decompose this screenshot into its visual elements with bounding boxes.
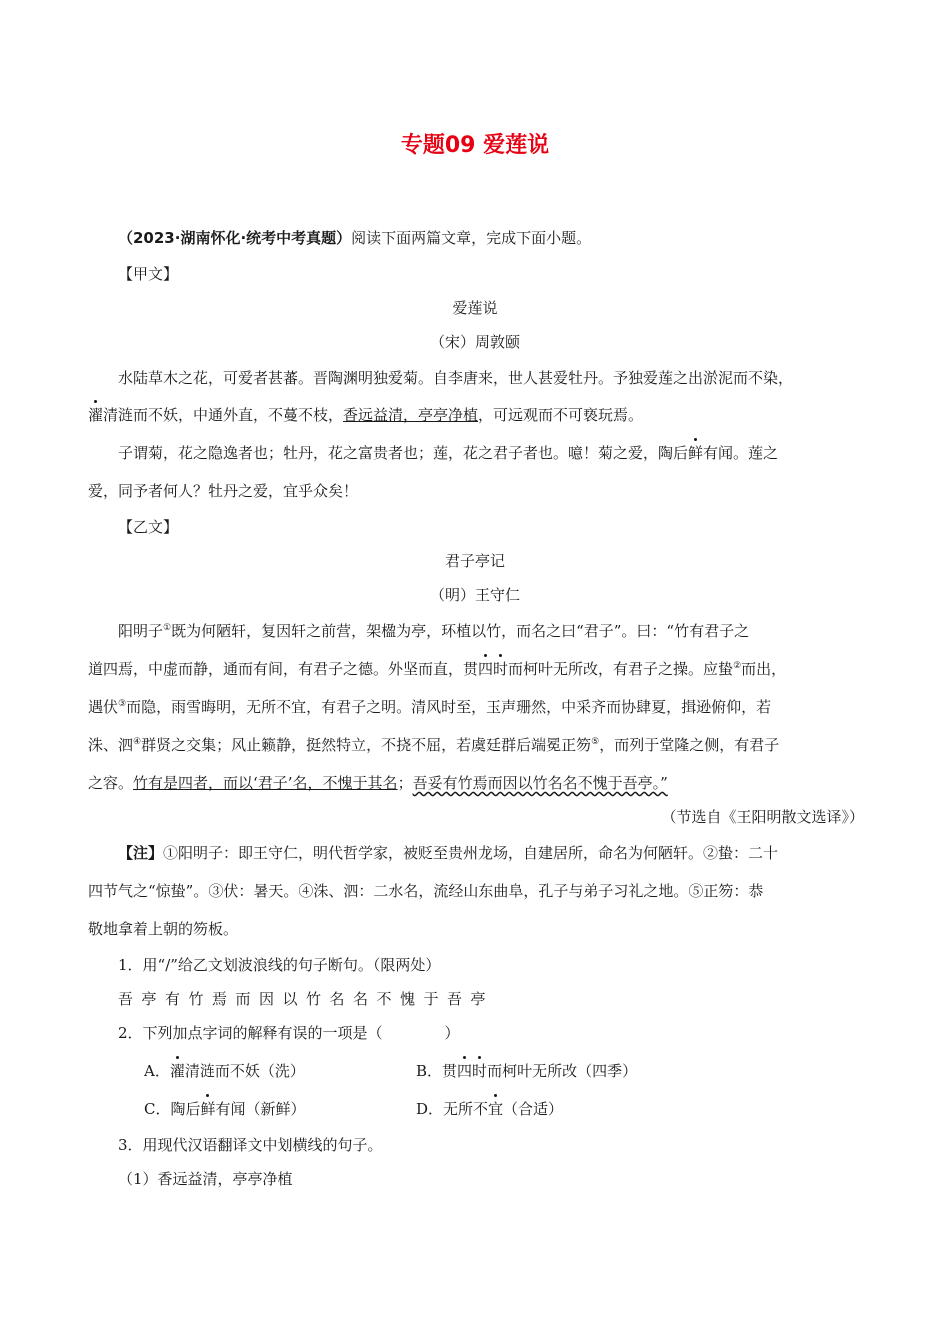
note-line-1 (118, 843, 778, 863)
yi-line-3 (88, 697, 771, 717)
text-span: 既为何陋轩，复因轩之前营，架楹为亭，环植以竹，而名之曰“君子”。曰：“竹有君子之 (171, 622, 750, 640)
text-span: 群贤之交集；风止籁静，挺然特立，不挠不屈，若虞廷群后端冕正笏 (141, 736, 592, 754)
footnote-marker: ① (163, 623, 172, 633)
yi-line-5 (88, 773, 668, 793)
text-span: 而柯叶无所改，有君子之操。应蛰 (508, 660, 734, 678)
yi-author: （明）王守仁 (429, 586, 520, 604)
question-intro (118, 228, 591, 248)
text-span: 而柯叶无所改（四季） (487, 1062, 638, 1080)
text-span: ； (397, 774, 413, 792)
text-span: ，而列于堂隆之侧，有君子 (599, 736, 780, 754)
dotted-char: 宜 (488, 1100, 504, 1118)
text-span: 清涟而不妖（洗） (184, 1062, 305, 1080)
question-2 (118, 1023, 460, 1043)
jia-author: （宋）周敦颐 (429, 333, 520, 351)
text-span: D．无所不 (416, 1100, 489, 1118)
text-span: ①阳明子：即王守仁，明代哲学家，被贬至贵州龙场，自建居所，命名为何陋轩。②蛰：二十 (163, 844, 779, 862)
note-line-2: 四节气之“惊蛰”。③伏：暑天。④洙、泗：二水名，流经山东曲阜，孔子与弟子习礼之地。⑤正笏：恭 (88, 882, 764, 900)
jia-paragraph-2-line-1 (118, 443, 778, 463)
footnote-marker: ② (733, 661, 742, 671)
underlined-sentence: 香远益清，亭亭净植 (343, 406, 479, 424)
text-span: A． (144, 1062, 170, 1080)
dotted-char: 四 (478, 660, 494, 678)
jia-label: 【甲文】 (118, 265, 179, 283)
text-span: 阳明子 (118, 622, 164, 640)
jia-paragraph-2-line-2: 爱，同予者何人？牡丹之爱，宜乎众矣！ (88, 482, 359, 500)
yi-label: 【乙文】 (118, 518, 179, 536)
text-span: ，可远观而不可亵玩焉。 (478, 406, 644, 424)
dotted-char: 濯 (169, 1062, 185, 1080)
text-span: 有闻（新鲜） (215, 1100, 306, 1118)
text-span: 而隐，雨雪晦明，无所不宜，有君子之明。清风时至，玉声珊然，中采齐而协肆夏，揖逊俯仰，若 (126, 698, 772, 716)
text-span: 遇伏 (88, 698, 119, 716)
yi-source: （节选自《王阳明散文选译》） (661, 808, 864, 826)
dotted-char: 时 (493, 660, 509, 678)
question-instruction: 阅读下面两篇文章，完成下面小题。 (351, 229, 592, 247)
option-c (144, 1099, 306, 1119)
option-b (416, 1061, 637, 1081)
footnote-marker: ⑤ (591, 737, 600, 747)
yi-line-4 (88, 735, 779, 755)
dotted-char: 时 (472, 1062, 488, 1080)
text-span: C．陶后 (144, 1100, 201, 1118)
option-a (144, 1061, 305, 1081)
text-span: 而出， (741, 660, 787, 678)
jia-title: 爱莲说 (452, 299, 498, 317)
note-line-3: 敬地拿着上朝的笏板。 (88, 920, 239, 938)
question-3: 3．用现代汉语翻译文中划横线的句子。 (118, 1136, 383, 1154)
text-span: 清涟而不妖，中通外直，不蔓不枝， (103, 406, 344, 424)
footnote-marker: ③ (118, 699, 127, 709)
text-span: （合适） (503, 1100, 564, 1118)
question-1-characters: 吾亭有竹焉而因以竹名名不愧于吾亭 (118, 990, 495, 1008)
yi-title: 君子亭记 (444, 552, 505, 570)
underlined-sentence: 竹有是四者，而以‘君子’名，不愧于其名 (133, 774, 398, 792)
dotted-char: 四 (457, 1062, 473, 1080)
text-span: 道四焉，中虚而静，通而有间，有君子之德。外坚而直，贯 (88, 660, 479, 678)
wavy-underlined-sentence: 吾妥有竹焉而因以竹名名不愧于吾亭。” (412, 774, 668, 792)
text-span: 有闻。莲之 (703, 444, 779, 462)
note-label: 【注】 (118, 844, 164, 862)
question-1: 1．用“/”给乙文划波浪线的句子断句。（限两处） (118, 956, 441, 974)
option-d (416, 1099, 563, 1119)
text-span: B．贯 (416, 1062, 458, 1080)
jia-paragraph-1-line-1: 水陆草木之花，可爱者甚蕃。晋陶渊明独爱菊。自李唐来，世人甚爱牡丹。予独爱莲之出淤泥而不染， (118, 369, 794, 387)
text-span: 子谓菊，花之隐逸者也；牡丹，花之富贵者也；莲，花之君子者也。噫！菊之爱，陶后 (118, 444, 689, 462)
text-span: ） (444, 1024, 460, 1042)
yi-line-2 (88, 659, 786, 679)
text-span: 2．下列加点字词的解释有误的一项是（ (118, 1024, 383, 1042)
text-span: 之容。 (88, 774, 134, 792)
dotted-char: 濯 (88, 406, 104, 424)
yi-line-1 (118, 621, 749, 641)
question-source: （2023·湖南怀化·统考中考真题） (118, 229, 352, 247)
dotted-char: 鲜 (688, 444, 704, 462)
text-span: 洙、泗 (88, 736, 134, 754)
jia-paragraph-1-line-2 (88, 405, 643, 425)
question-3-part-1: （1）香远益清，亭亭净植 (118, 1170, 293, 1188)
footnote-marker: ④ (133, 737, 142, 747)
page-title: 专题09 爱莲说 (400, 133, 550, 158)
dotted-char: 鲜 (200, 1100, 216, 1118)
